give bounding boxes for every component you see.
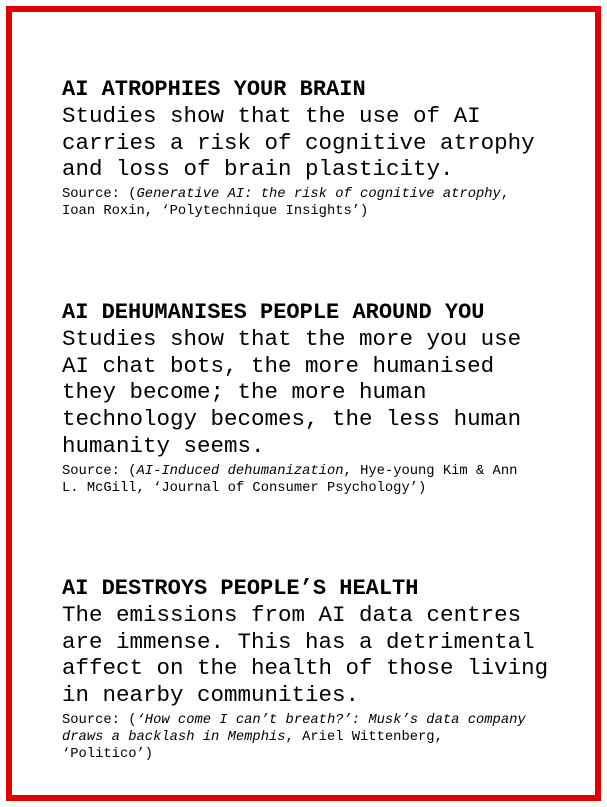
source-prefix: Source: (	[62, 712, 137, 728]
section-body: Studies show that the use of AI carries a risk of cognitive atrophy and loss of brain plasticity.	[62, 103, 535, 183]
source-details: , Ariel Wittenberg, ‘Politico’)	[62, 729, 443, 762]
source-details: , Ioan Roxin, ‘Polytechnique Insights’)	[62, 187, 510, 220]
source-work-title: AI-Induced dehumanization	[136, 463, 344, 479]
source-details: , Hye-young Kim & Ann L. McGill, ‘Journal of Consumer Psychology’)	[62, 463, 518, 496]
section-title: AI DEHUMANISES PEOPLE AROUND YOU	[62, 300, 485, 325]
source-work-title: ‘How come I can’t breath?’: Musk’s data company draws a backlash in Memphis	[62, 712, 526, 745]
source-prefix: Source: (	[62, 463, 137, 479]
section-health	[62, 576, 582, 763]
poster-frame	[6, 6, 601, 801]
source-citation	[62, 712, 582, 763]
source-prefix: Source: (	[62, 187, 137, 203]
section-body: Studies show that the more you use AI chat bots, the more humanised they become; the more human technology becomes, the less human humanity seems.	[62, 326, 522, 459]
section-title: AI DESTROYS PEOPLE’S HEALTH	[62, 576, 419, 601]
section-brain-atrophy	[62, 77, 582, 220]
source-work-title: Generative AI: the risk of cognitive atrophy	[136, 187, 501, 203]
source-citation	[62, 463, 582, 497]
section-dehumanisation	[62, 300, 582, 497]
section-title: AI ATROPHIES YOUR BRAIN	[62, 77, 366, 102]
source-citation	[62, 186, 582, 220]
section-body: The emissions from AI data centres are immense. This has a detrimental affect on the health of those living in nearby communities.	[62, 602, 549, 709]
